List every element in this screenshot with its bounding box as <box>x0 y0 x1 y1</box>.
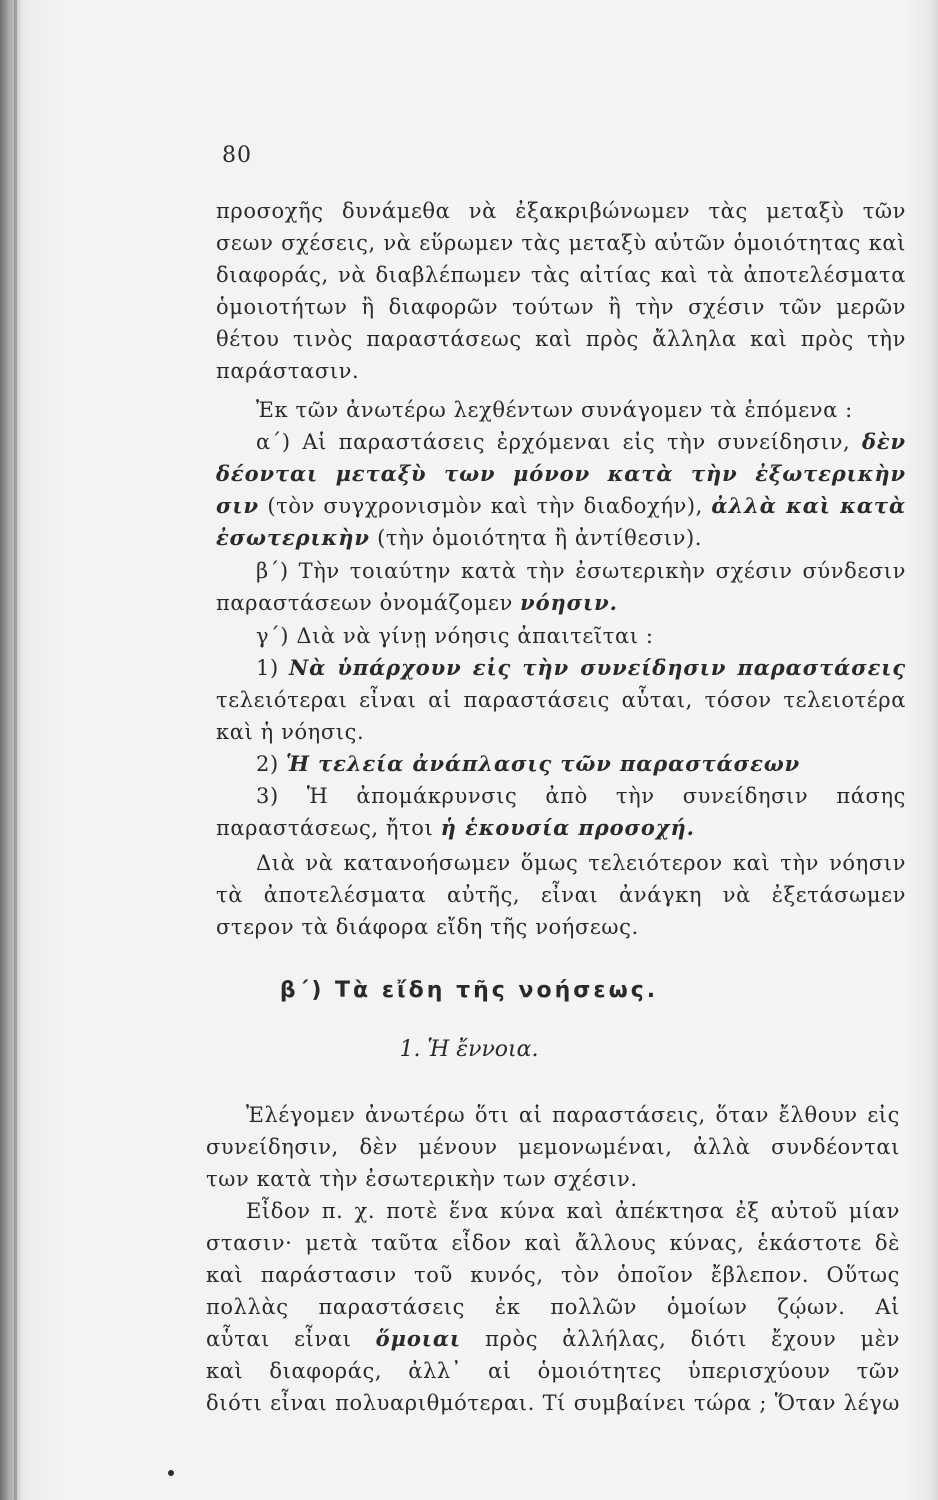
emphasis-text: ἡ ἑκουσία προσοχή. <box>440 815 695 840</box>
text-line: Διὰ νὰ κατανοήσωμεν ὅμως τελειότερον καὶ τὴν νόησιν <box>256 851 906 875</box>
emphasis-text: δὲν <box>861 429 906 454</box>
text-line <box>206 1324 900 1354</box>
plain-text: πρὸς ἀλλήλας, διότι ἔχουν μὲν <box>485 1327 900 1351</box>
text-line: στερον τὰ διάφορα εἴδη τῆς νοήσεως. <box>216 915 639 939</box>
text-line: θέτου τινὸς παραστάσεως καὶ πρὸς ἄλληλα καὶ πρὸς τὴν <box>216 327 906 351</box>
ink-speck <box>168 1470 174 1476</box>
plain-text: παραστάσεων ὀνομάζομεν <box>216 591 513 615</box>
text-line: τὰ ἀποτελέσματα αὐτῆς, εἶναι ἀνάγκη νὰ ἐξετάσωμεν <box>216 883 906 907</box>
point-a-line: δέονται μεταξὺ των μόνον κατὰ τὴν ἐξωτερικὴν <box>216 461 906 486</box>
plain-text: (τὸν συγχρονισμὸν καὶ τὴν διαδοχήν), <box>267 494 703 518</box>
text-line: Ἐλέγομεν ἀνωτέρω ὅτι αἱ παραστάσεις, ὅταν ἔλθουν εἰς <box>246 1103 900 1127</box>
point-a-line <box>216 523 702 553</box>
page-number: 80 <box>222 143 252 168</box>
text-line: των κατὰ τὴν ἐσωτερικὴν των σχέσιν. <box>206 1167 638 1191</box>
emphasis-text: ὅμοιαι <box>375 1326 461 1351</box>
text-line: συνείδησιν, δὲν μένουν μεμονωμέναι, ἀλλὰ συνδέονται <box>206 1135 900 1159</box>
point-c-line: γ΄) Διὰ νὰ γίνῃ νόησις ἀπαιτεῖται : <box>256 624 654 648</box>
text-line: σεων σχέσεις, νὰ εὕρωμεν τὰς μεταξὺ αὐτῶν ὁμοιότητας καὶ <box>216 231 906 255</box>
point-c-item <box>256 653 906 683</box>
point-c-item <box>256 749 800 779</box>
text-line: διότι εἶναι πολυαριθμότεραι. Τί συμβαίνει τώρα ; Ὅταν λέγω <box>206 1391 900 1415</box>
point-b-line <box>216 588 618 618</box>
emphasis-text: σιν <box>216 493 259 518</box>
text-line: παράστασιν. <box>216 359 360 383</box>
point-b-line: β΄) Τὴν τοιαύτην κατὰ τὴν ἐσωτερικὴν σχέσιν σύνδεσιν <box>256 559 906 583</box>
text-line: καὶ παράστασιν τοῦ κυνός, τὸν ὁποῖον ἔβλεπον. Οὕτως <box>206 1263 900 1287</box>
intro-line: Ἐκ τῶν ἀνωτέρω λεχθέντων συνάγομεν τὰ ἑπόμενα : <box>256 398 853 422</box>
point-a-line <box>216 491 906 521</box>
point-a-line <box>256 427 906 457</box>
text-line: Εἶδον π. χ. ποτὲ ἕνα κύνα καὶ ἀπέκτησα ἐξ αὐτοῦ μίαν <box>246 1199 900 1223</box>
text-line: πολλὰς παραστάσεις ἐκ πολλῶν ὁμοίων ζῴων. Αἱ <box>206 1295 900 1319</box>
emphasis-text: ἐσωτερικὴν <box>216 525 370 550</box>
text-line: καὶ διαφοράς, ἀλλ᾽ αἱ ὁμοιότητες ὑπερισχύουν τῶν <box>206 1359 900 1383</box>
item-number: 1) <box>256 656 279 680</box>
subsection-heading: 1. Ἡ ἔννοια. <box>399 1037 539 1062</box>
point-c-item <box>216 813 695 843</box>
page-binding-edge <box>0 0 22 1500</box>
text-line: στασιν· μετὰ ταῦτα εἶδον καὶ ἄλλους κύνας, ἑκάστοτε δὲ <box>206 1231 900 1255</box>
plain-text: παραστάσεως, ἤτοι <box>216 816 434 840</box>
text-line: προσοχῆς δυνάμεθα νὰ ἐξακριβώνωμεν τὰς μεταξὺ τῶν <box>216 199 906 223</box>
plain-text: αὗται εἶναι <box>206 1327 352 1351</box>
emphasis-text: ἀλλὰ καὶ κατὰ <box>711 493 906 518</box>
text-line: διαφοράς, νὰ διαβλέπωμεν τὰς αἰτίας καὶ τὰ ἀποτελέσματα <box>216 263 906 287</box>
point-c-item: καὶ ἡ νόησις. <box>216 720 365 744</box>
plain-text: (τὴν ὁμοιότητα ἢ ἀντίθεσιν). <box>377 526 703 550</box>
emphasis-text: Ἡ τελεία ἀνάπλασις τῶν παραστάσεων <box>286 751 801 776</box>
item-number: 2) <box>256 752 279 776</box>
emphasis-text: νόησιν. <box>520 590 618 615</box>
page-fold-line <box>14 0 17 1500</box>
text-line: ὁμοιοτήτων ἢ διαφορῶν τούτων ἢ τὴν σχέσιν τῶν μερῶν <box>216 295 906 319</box>
plain-text: α΄) Αἱ παραστάσεις ἐρχόμεναι εἰς τὴν συνείδησιν, <box>256 430 851 454</box>
emphasis-text: Νὰ ὑπάρχουν εἰς τὴν συνείδησιν παραστάσεις <box>289 655 906 680</box>
section-heading: β΄) Τὰ εἴδη τῆς νοήσεως. <box>279 978 659 1003</box>
point-c-item: 3) Ἡ ἀπομάκρυνσις ἀπὸ τὴν συνείδησιν πάσης <box>256 784 906 808</box>
point-c-item: τελειότεραι εἶναι αἱ παραστάσεις αὗται, τόσον τελειοτέρα <box>216 688 906 712</box>
